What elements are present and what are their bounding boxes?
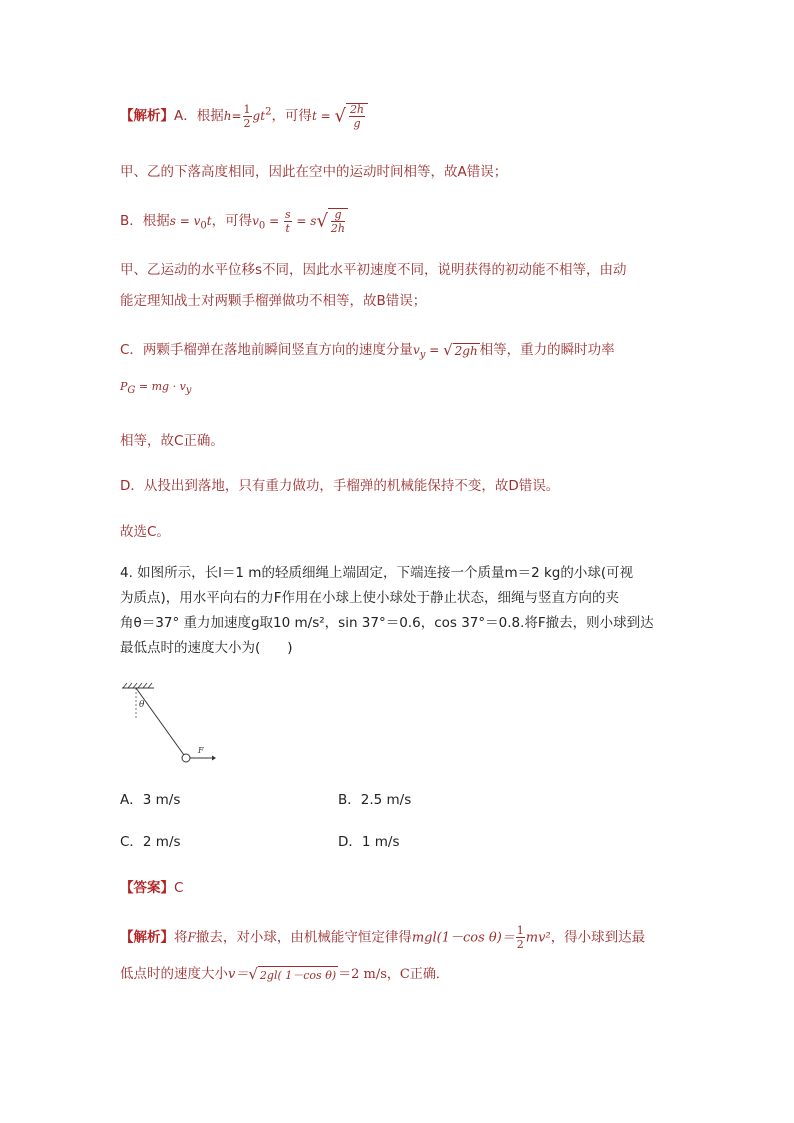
frac-num: s <box>284 207 291 221</box>
sqrt-expression: √ 2gl( 1－cos θ) <box>248 965 337 983</box>
option-d: D．1 m/s <box>338 834 400 850</box>
math-v: v <box>252 214 259 228</box>
analysis-tag: 【解析】 <box>120 929 174 946</box>
text-d: 低点时的速度大小 <box>120 966 228 982</box>
math-h: h <box>223 109 232 123</box>
paragraph-7: 相等，故C正确。 <box>120 433 224 449</box>
math-v: v＝ <box>228 967 249 982</box>
analysis-line-a: 【解析】A．根据h= $\frac{1}{2}$ $gt^2$，可得t = √ $\frac{2h}{g}$ <box>120 103 368 129</box>
option-a: A．3 m/s <box>120 792 181 808</box>
paragraph-8: D．从投出到落地，只有重力做功，手榴弹的机械能保持不变，故D错误。 <box>120 478 560 494</box>
sqrt-expression: √ 2gh <box>443 341 478 359</box>
frac-num: 1 <box>516 924 524 937</box>
ball <box>182 754 190 762</box>
math-eq: = <box>265 214 283 228</box>
math-v: v <box>412 343 420 357</box>
option-c: C．2 m/s <box>120 834 181 850</box>
question-4-line-2: 为质点)，用水平向右的力F作用在小球上使小球处于静止状态，细绳与竖直方向的夹 <box>120 590 620 606</box>
math-sub: y <box>419 349 426 361</box>
math-sub: 0 <box>200 220 207 232</box>
frac-num: 2h <box>349 103 365 116</box>
theta-label: θ <box>139 700 145 710</box>
text-mid: ，可得 <box>211 213 253 229</box>
frac-num: g <box>331 209 345 222</box>
text-c: ，得小球到达最 <box>550 929 646 946</box>
question-4-line-4: 最低点时的速度大小为( ) <box>120 640 293 656</box>
fraction-s-t <box>284 209 292 234</box>
math-eq: = <box>231 109 242 123</box>
frac-den: t <box>285 221 290 235</box>
math-t: t <box>311 109 317 123</box>
text-c-end: 相等，重力的瞬时功率 <box>479 342 615 358</box>
answer-value: C <box>174 880 184 896</box>
math-sub: G <box>127 385 136 397</box>
option-b-label: B．根据 <box>120 213 170 229</box>
fraction-half <box>243 104 252 129</box>
math-exp: 2 <box>265 106 272 118</box>
text-mid: ，可得 <box>271 108 312 124</box>
power-formula <box>120 380 191 396</box>
math-lhs: mgl(1－cos θ)＝ <box>411 930 515 946</box>
sqrt-body: 2gh <box>454 343 478 358</box>
sqrt-expression: √ $\frac{g}{2h}$ <box>316 208 348 234</box>
frac-den: 2 <box>516 938 524 951</box>
math-F: F <box>187 930 196 945</box>
math-P: P <box>120 380 128 393</box>
force-label: F <box>198 746 204 755</box>
final-analysis-line-1 <box>120 925 645 950</box>
paragraph-2: 甲、乙的下落高度相同，因此在空中的运动时间相等，故A错误； <box>120 164 508 180</box>
paragraph-4-line-1: 甲、乙运动的水平位移s不同，因此水平初速度不同，说明获得的初动能不相等，由动 <box>120 262 627 278</box>
final-analysis-line-2 <box>120 962 449 983</box>
frac-den: 2h <box>330 222 346 235</box>
math-s-eq: s = v <box>169 214 201 228</box>
fraction-half <box>516 925 525 950</box>
text-c: C．两颗手榴弹在落地前瞬间竖直方向的速度分量 <box>120 342 413 358</box>
analysis-tag: 【解析】 <box>120 108 174 124</box>
ceiling-support <box>122 683 154 688</box>
paragraph-9: 故选C。 <box>120 524 170 540</box>
math-t: t <box>206 214 212 228</box>
option-a-label: A．根据 <box>174 108 224 124</box>
arrow-head <box>212 756 216 761</box>
question-4-line-3: 角θ＝37° 重力加速度g取10 m/s²，sin 37°＝0.6，cos 37°＝0.8.将F撤去，则小球到达 <box>120 615 654 631</box>
sqrt-expression: √ $\frac{2h}{g}$ <box>334 103 368 129</box>
text-e: ＝2 m/s，C正确． <box>338 967 449 982</box>
question-4-line-1: 4. 如图所示，长l＝1 m的轻质细绳上端固定，下端连接一个质量m＝2 kg的小球(可视 <box>120 565 634 581</box>
option-b: B．2.5 m/s <box>338 792 412 808</box>
math-sub: 0 <box>258 220 266 232</box>
sqrt-body: 2gl( 1－cos θ) <box>258 966 338 983</box>
answer-line <box>120 876 183 896</box>
analysis-line-b <box>120 208 348 234</box>
rope <box>136 688 184 755</box>
analysis-line-c <box>120 338 615 361</box>
math-eq-s: = s <box>292 214 317 228</box>
pendulum-figure <box>118 682 228 767</box>
math-eq: = <box>425 343 444 357</box>
math-rhs: mv² <box>525 930 551 946</box>
text-b: 撤去，对小球，由机械能守恒定律得 <box>195 929 412 946</box>
answer-tag: 【答案】 <box>120 880 174 896</box>
frac-den: 2 <box>243 116 251 130</box>
paragraph-4-line-2: 能定理知战士对两颗手榴弹做功不相等，故B错误； <box>120 293 427 309</box>
text-a: 将 <box>174 929 188 946</box>
frac-den: g <box>353 117 361 130</box>
math-gt: gt <box>252 109 266 123</box>
math-sub: y <box>185 385 192 397</box>
frac-num: 1 <box>243 102 251 116</box>
math-rest: = mg · v <box>135 380 186 393</box>
